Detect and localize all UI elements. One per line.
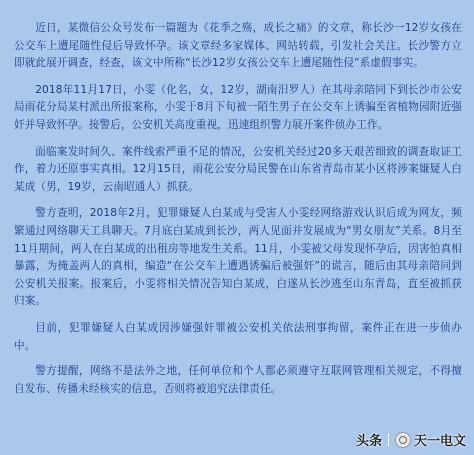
author-logo-icon (395, 432, 411, 448)
paragraph-rumor-intro: 近日，某微信公众号发布一篇题为《花季之殇，成长之痛》的文章，称长沙一12岁女孩在公交车上遭尾随性侵后导致怀孕。该文章经多家媒体、网站转载，引发社会关注。长沙警方立即就此展开调查，经查，该文中所称“长沙12岁女孩公交车上遭尾随性侵”系虚假事实。 (14, 22, 462, 70)
watermark-separator (388, 433, 389, 446)
paragraph-status: 目前，犯罪嫌疑人白某成因涉嫌强奸罪被公安机关依法刑事拘留，案件正在进一步侦办中。 (14, 321, 462, 352)
watermark (356, 430, 466, 449)
watermark-platform: 头条 (355, 434, 382, 449)
paragraph-warning: 警方提醒，网络不是法外之地，任何单位和个人都必须遵守互联网管理相关规定，不得擅自发布、传播未经核实的信息，否则将被追究法律责任。 (14, 365, 462, 395)
paragraph-arrest: 面临案发时间久、案件线索严重不足的情况，公安机关经过20多天艰苦细致的调查取证工作，着力还原事实真相。12月15日，雨花公安分局民警在山东省青岛市某小区将涉案嫌疑人白某成（男，19岁，云南昭通人）抓获。 (14, 145, 462, 193)
watermark-author: 天一电文 (413, 434, 466, 449)
paragraph-report: 2018年11月17日，小雯（化名，女，12岁，湖南汨罗人）在其母亲陪同下到长沙市公安局雨花分局某村派出所报案称，小雯于8月下旬被一陌生男子在公交车上诱骗至省植物园附近强奸并导致怀孕。接警后，公安机关高度重视，迅速组织警力展开案件侦办工作。 (14, 83, 462, 131)
paragraph-findings: 警方查明，2018年2月，犯罪嫌疑人白某成与受害人小雯经网络游戏认识后成为网友，频繁通过网络聊天工具聊天。7月底白某成到长沙，两人见面并发展成为“男女朋友”关系。8月至11月期间，两人在白某成的出租房等地发生关系。11月，小雯被父母发现怀孕后，因害怕真相暴露，为掩盖两人的真相，编造“在公交车上遭遇诱骗后被强奸”的谎言，随后由其母亲陪同到公安机关报案。报案后，小雯将相关情况告知白某成，白遂从长沙逃至山东青岛，直至被抓获归案。 (14, 207, 462, 308)
